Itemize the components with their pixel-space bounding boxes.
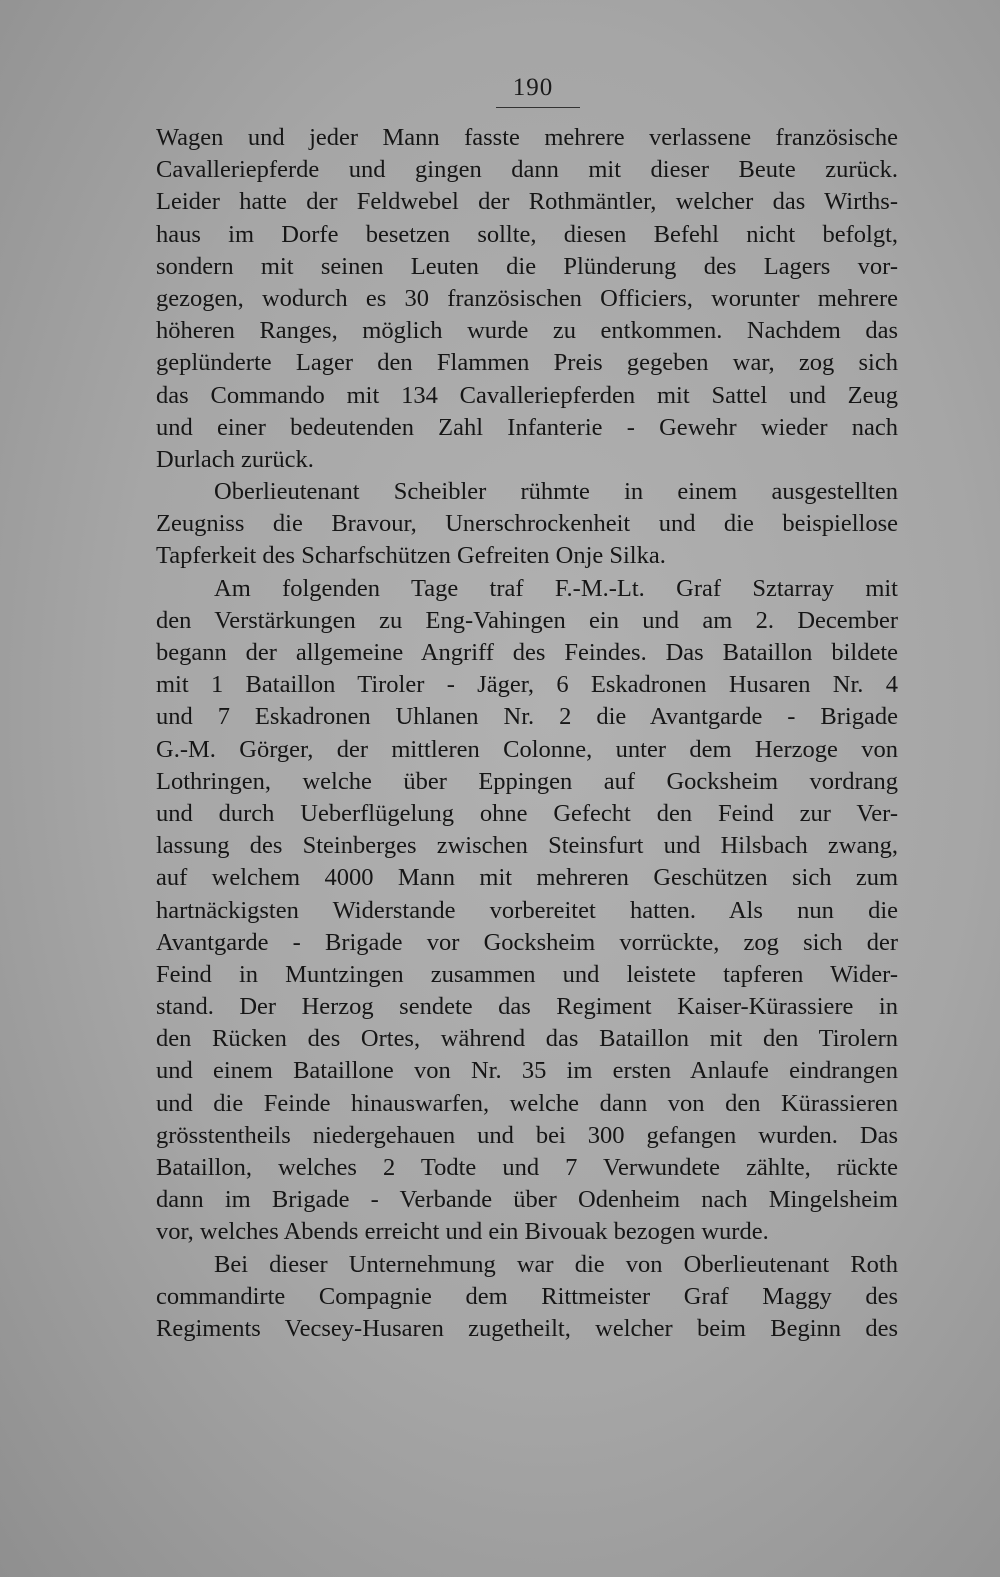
text-line: das Commando mit 134 Cavalleriepferden mit Sattel und Zeug: [156, 381, 898, 409]
paragraph-3: [156, 573, 898, 1249]
text-line: begann der allgemeine Angriff des Feindes. Das Bataillon bildete: [156, 639, 898, 666]
text-line: Durlach zurück.: [156, 445, 314, 473]
text-line: Avantgarde - Brigade vor Gocksheim vorrückte, zog sich der: [156, 928, 898, 956]
text-line: geplünderte Lager den Flammen Preis gegeben war, zog sich: [156, 349, 898, 377]
paragraph-4: [156, 1249, 898, 1346]
text-line: Wagen und jeder Mann fasste mehrere verlassene französische: [156, 124, 898, 151]
text-line: Oberlieutenant Scheibler rühmte in einem ausgestellten: [214, 478, 898, 506]
text-line: und einem Bataillone von Nr. 35 im ersten Anlaufe eindrangen: [156, 1057, 898, 1085]
text-line: auf welchem 4000 Mann mit mehreren Geschützen sich zum: [156, 864, 898, 892]
text-line: und die Feinde hinauswarfen, welche dann von den Kürassieren: [156, 1089, 898, 1117]
text-line: mit 1 Bataillon Tiroler - Jäger, 6 Eskadronen Husaren Nr. 4: [156, 671, 898, 699]
page-number: 190: [512, 74, 554, 101]
text-line: Zeugniss die Bravour, Unerschrockenheit und die beispiellose: [156, 510, 898, 538]
text-line: und einer bedeutenden Zahl Infanterie - Gewehr wieder nach: [156, 413, 898, 441]
text-line: stand. Der Herzog sendete das Regiment Kaiser-Kürassiere in: [156, 993, 898, 1021]
text-line: Lothringen, welche über Eppingen auf Gocksheim vordrang: [156, 767, 898, 795]
text-line: und durch Ueberflügelung ohne Gefecht den Feind zur Ver-: [156, 799, 898, 827]
paragraph-2: [156, 476, 898, 573]
text-line: Cavalleriepferde und gingen dann mit dieser Beute zurück.: [156, 156, 898, 184]
body-text: [156, 122, 898, 1345]
text-line: sondern mit seinen Leuten die Plünderung des Lagers vor-: [156, 252, 898, 280]
text-line: gezogen, wodurch es 30 französischen Officiers, worunter mehrere: [156, 284, 898, 312]
text-line: G.-M. Görger, der mittleren Colonne, unter dem Herzoge von: [156, 735, 898, 763]
text-line: grösstentheils niedergehauen und bei 300 gefangen wurden. Das: [156, 1121, 898, 1149]
text-line: Feind in Muntzingen zusammen und leistete tapferen Wider-: [156, 960, 898, 988]
text-line: Bataillon, welches 2 Todte und 7 Verwundete zählte, rückte: [156, 1154, 898, 1181]
text-line: höheren Ranges, möglich wurde zu entkommen. Nachdem das: [156, 317, 898, 345]
text-line: haus im Dorfe besetzen sollte, diesen Befehl nicht befolgt,: [156, 220, 898, 248]
text-line: den Verstärkungen zu Eng-Vahingen ein und am 2. December: [156, 606, 898, 634]
text-line: hartnäckigsten Widerstande vorbereitet hatten. Als nun die: [156, 896, 898, 924]
text-line: und 7 Eskadronen Uhlanen Nr. 2 die Avantgarde - Brigade: [156, 703, 898, 731]
text-line: lassung des Steinberges zwischen Steinsfurt und Hilsbach zwang,: [156, 832, 898, 860]
text-line: Regiments Vecsey-Husaren zugetheilt, welcher beim Beginn des: [156, 1314, 898, 1342]
text-line: Tapferkeit des Scharfschützen Gefreiten Onje Silka.: [156, 542, 666, 570]
text-line: Leider hatte der Feldwebel der Rothmäntler, welcher das Wirths-: [156, 188, 898, 216]
text-line: commandirte Compagnie dem Rittmeister Graf Maggy des: [156, 1282, 898, 1310]
text-line: vor, welches Abends erreicht und ein Bivouak bezogen wurde.: [156, 1218, 769, 1246]
text-line: Am folgenden Tage traf F.-M.-Lt. Graf Sztarray mit: [214, 574, 898, 602]
text-line: Bei dieser Unternehmung war die von Oberlieutenant Roth: [214, 1250, 898, 1278]
header-rule: [496, 107, 580, 108]
text-line: den Rücken des Ortes, während das Bataillon mit den Tirolern: [156, 1025, 898, 1053]
text-line: dann im Brigade - Verbande über Odenheim nach Mingelsheim: [156, 1186, 898, 1214]
paragraph-1: [156, 122, 898, 476]
